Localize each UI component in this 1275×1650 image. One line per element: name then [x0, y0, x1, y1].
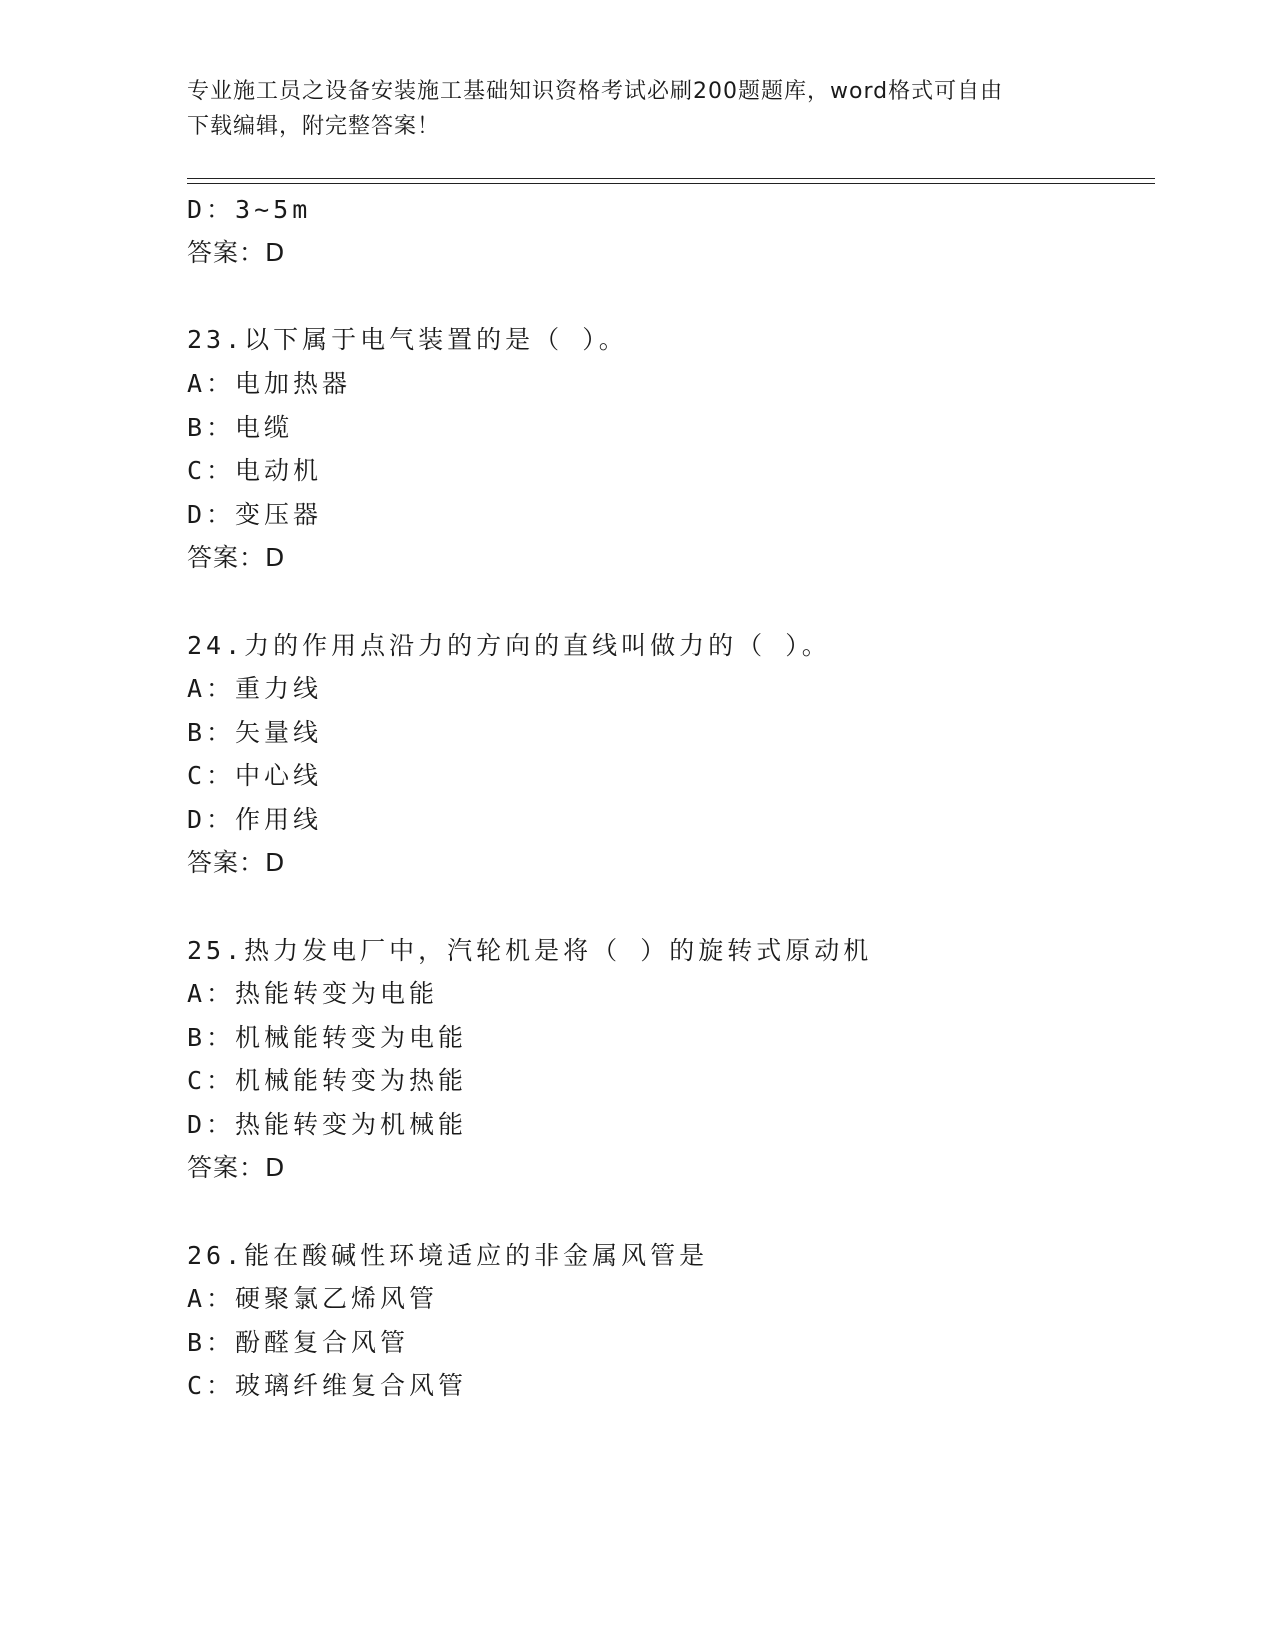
- option-a: A：硬聚氯乙烯风管: [187, 1284, 439, 1313]
- header-divider-top: [187, 178, 1155, 179]
- option-d: D：变压器: [187, 500, 323, 529]
- option-b: B：电缆: [187, 413, 294, 442]
- option-c: C：电动机: [187, 456, 323, 485]
- option-a: A：重力线: [187, 674, 323, 703]
- answer-line: 答案：D: [187, 543, 286, 572]
- document-header: [187, 74, 1087, 144]
- answer-line: 答案：D: [187, 1153, 286, 1182]
- header-title-line-1: 专业施工员之设备安装施工基础知识资格考试必刷200题题库，word格式可自由: [187, 79, 1004, 104]
- option-a: A：电加热器: [187, 369, 352, 398]
- header-title-line-2: 下载编辑，附完整答案！: [187, 114, 441, 139]
- option-b: B：机械能转变为电能: [187, 1023, 468, 1052]
- question-stem: 24.力的作用点沿力的方向的直线叫做力的（ ）。: [187, 631, 831, 660]
- header-divider-bottom: [187, 183, 1155, 184]
- question-stem: 25.热力发电厂中，汽轮机是将（ ）的旋转式原动机: [187, 936, 873, 965]
- answer-line: 答案：D: [187, 238, 286, 267]
- option-d: D：作用线: [187, 805, 323, 834]
- option-b: B：酚醛复合风管: [187, 1328, 410, 1357]
- option-d: D：3~5m: [187, 195, 312, 224]
- option-c: C：玻璃纤维复合风管: [187, 1371, 468, 1400]
- option-c: C：机械能转变为热能: [187, 1066, 468, 1095]
- question-stem: 26.能在酸碱性环境适应的非金属风管是: [187, 1241, 709, 1270]
- option-c: C：中心线: [187, 761, 323, 790]
- option-d: D：热能转变为机械能: [187, 1110, 468, 1139]
- question-stem: 23.以下属于电气装置的是（ ）。: [187, 325, 628, 354]
- answer-line: 答案：D: [187, 848, 286, 877]
- option-b: B：矢量线: [187, 718, 323, 747]
- option-a: A：热能转变为电能: [187, 979, 439, 1008]
